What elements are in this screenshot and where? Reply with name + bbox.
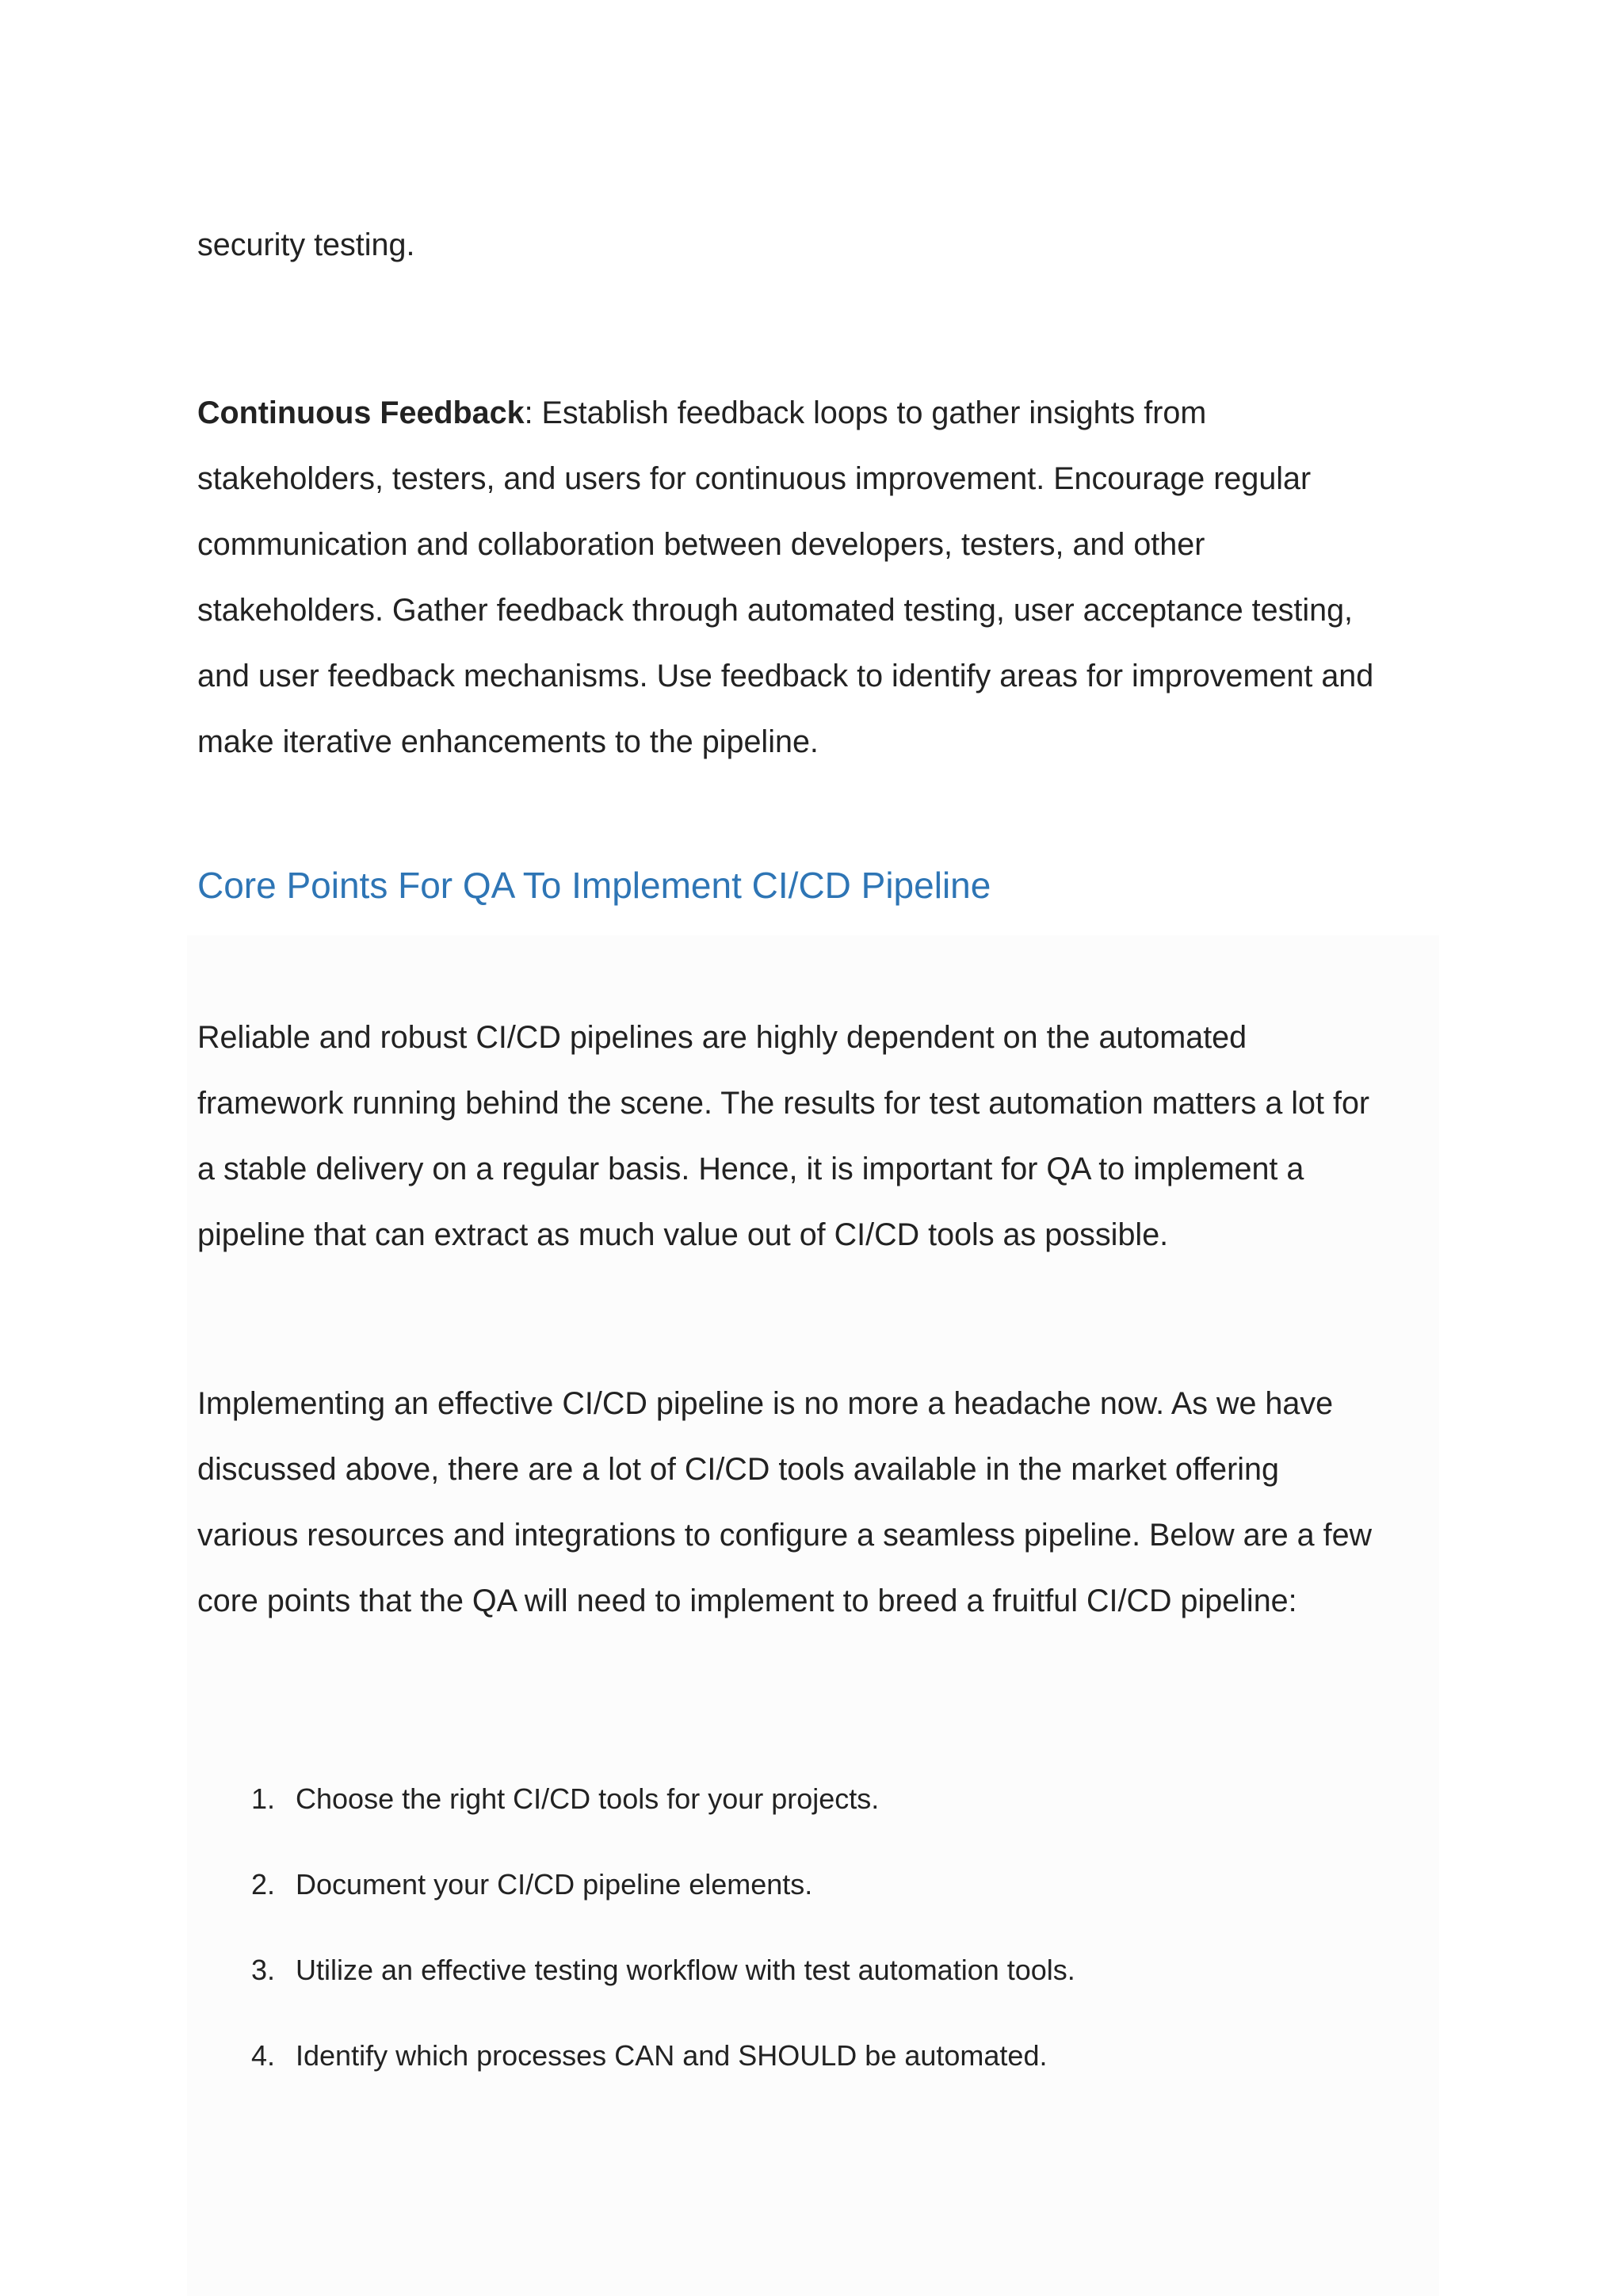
list-item-number: 3.	[250, 1954, 275, 1986]
continuous-feedback-line: stakeholders, testers, and users for continuous improvement. Encourage regular	[197, 461, 1312, 496]
core-points-list	[197, 1780, 1075, 2122]
paragraph-line: core points that the QA will need to implement to breed a fruitful CI/CD pipeline:	[197, 1584, 1297, 1618]
continuous-feedback-line: and user feedback mechanisms. Use feedback to identify areas for improvement and	[197, 659, 1374, 693]
continuous-feedback-line: stakeholders. Gather feedback through automated testing, user acceptance testing,	[197, 593, 1354, 628]
list-item	[197, 1780, 1075, 1866]
list-item-text: Choose the right CI/CD tools for your projects.	[296, 1782, 880, 1815]
implementation-paragraph	[197, 1371, 1434, 1634]
continuous-feedback-paragraph	[197, 380, 1434, 775]
paragraph-line: a stable delivery on a regular basis. Hence, it is important for QA to implement a	[197, 1152, 1304, 1186]
paragraph-line: various resources and integrations to configure a seamless pipeline. Below are a few	[197, 1518, 1373, 1553]
list-item-number: 1.	[250, 1782, 275, 1815]
continuous-feedback-line: : Establish feedback loops to gather insights from	[524, 395, 1207, 430]
paragraph-line: pipeline that can extract as much value out of CI/CD tools as possible.	[197, 1217, 1169, 1252]
section-heading: Core Points For QA To Implement CI/CD Pipeline	[197, 865, 991, 906]
continuous-feedback-term: Continuous Feedback	[197, 395, 525, 430]
list-item	[197, 1951, 1075, 2037]
paragraph-line: framework running behind the scene. The results for test automation matters a lot for	[197, 1086, 1370, 1121]
list-item	[197, 2037, 1075, 2122]
paragraph-line: Reliable and robust CI/CD pipelines are highly dependent on the automated	[197, 1020, 1247, 1055]
intro-fragment: security testing.	[197, 227, 415, 262]
list-item-number: 2.	[250, 1868, 275, 1901]
continuous-feedback-line: communication and collaboration between developers, testers, and other	[197, 527, 1205, 562]
paragraph-line: Implementing an effective CI/CD pipeline is no more a headache now. As we have	[197, 1386, 1334, 1421]
list-item-text: Utilize an effective testing workflow with test automation tools.	[296, 1954, 1075, 1986]
reliability-paragraph	[197, 1005, 1434, 1268]
list-item-text: Document your CI/CD pipeline elements.	[296, 1868, 813, 1901]
continuous-feedback-line: make iterative enhancements to the pipeline.	[197, 724, 819, 759]
list-item-number: 4.	[250, 2039, 275, 2072]
list-item-text: Identify which processes CAN and SHOULD be automated.	[296, 2039, 1048, 2072]
paragraph-line: discussed above, there are a lot of CI/CD tools available in the market offering	[197, 1452, 1279, 1487]
list-item	[197, 1866, 1075, 1951]
